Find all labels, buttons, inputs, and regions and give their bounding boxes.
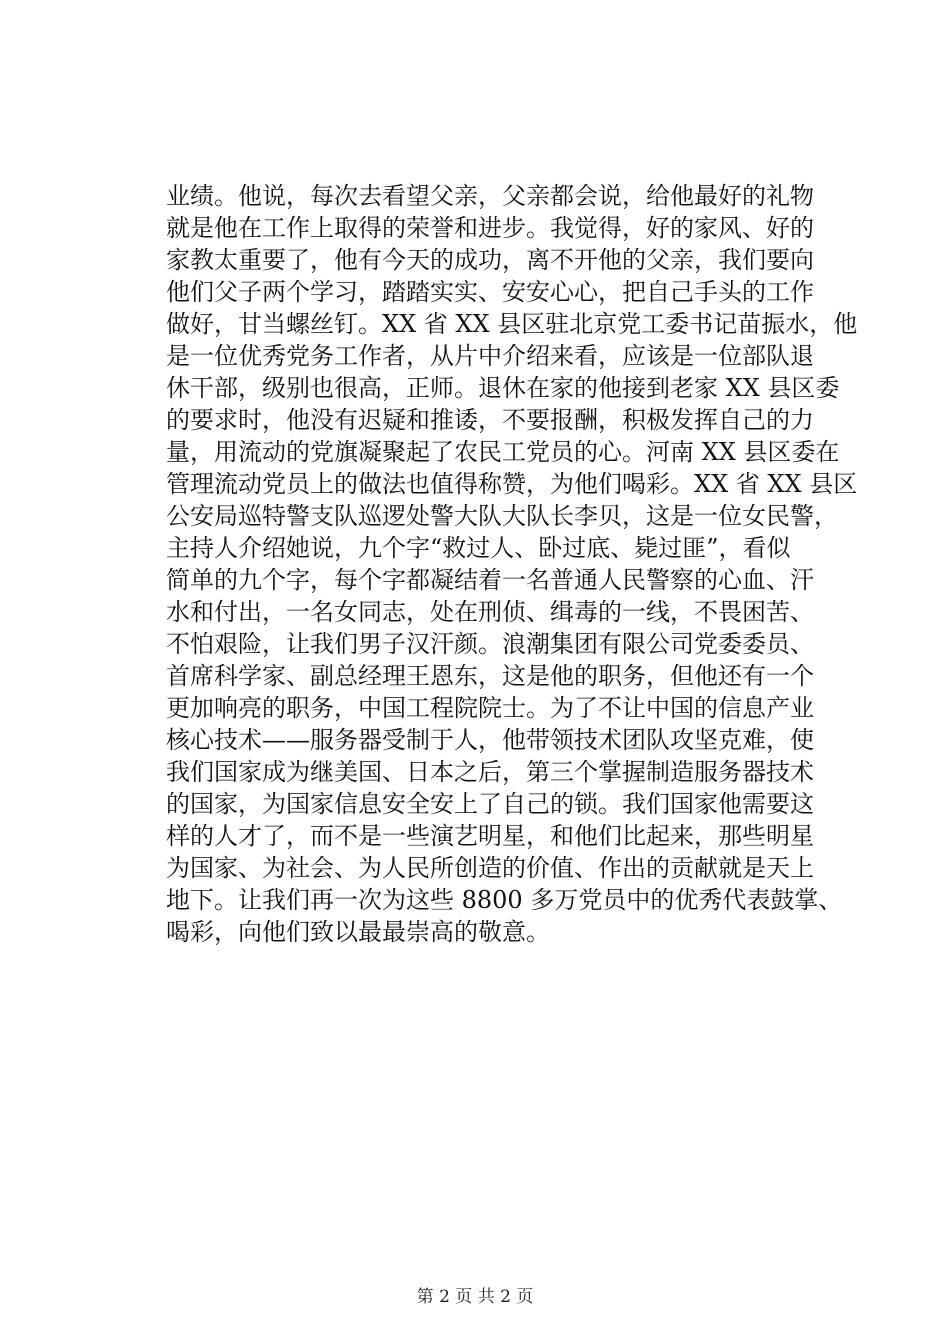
text-line: 样的人才了，而不是一些演艺明星，和他们比起来，那些明星 — [166, 822, 814, 850]
page-number-footer: 第 2 页 共 2 页 — [416, 1287, 534, 1307]
text-line: 他们父子两个学习，踏踏实实、安安心心，把自己手头的工作 — [166, 278, 814, 306]
text-line: 简单的九个字，每个字都凝结着一名普通人民警察的心血、汗 — [166, 566, 814, 594]
text-line: 家教太重要了，他有今天的成功，离不开他的父亲，我们要向 — [166, 246, 814, 274]
text-line: 管理流动党员上的做法也值得称赞，为他们喝彩。XX 省 XX 县区 — [166, 470, 858, 498]
text-line: 休干部，级别也很高，正师。退休在家的他接到老家 XX 县区委 — [166, 374, 840, 402]
text-line: 量，用流动的党旗凝聚起了农民工党员的心。河南 XX 县区委在 — [166, 438, 840, 466]
text-line: 水和付出，一名女同志，处在刑侦、缉毒的一线，不畏困苦、 — [166, 598, 814, 626]
text-line: 地下。让我们再一次为这些 8800 多万党员中的优秀代表鼓掌、 — [166, 886, 843, 914]
text-line: 就是他在工作上取得的荣誉和进步。我觉得，好的家风、好的 — [166, 214, 814, 242]
text-line: 更加响亮的职务，中国工程院院士。为了不让中国的信息产业 — [166, 694, 814, 722]
body-paragraph — [166, 180, 858, 948]
text-line: 的国家，为国家信息安全安上了自己的锁。我们国家他需要这 — [166, 790, 814, 818]
text-line: 主持人介绍她说，九个字“救过人、卧过底、毙过匪”，看似 — [166, 534, 791, 562]
text-line: 业绩。他说，每次去看望父亲，父亲都会说，给他最好的礼物 — [166, 182, 814, 210]
text-line: 喝彩，向他们致以最最崇高的敬意。 — [166, 918, 550, 946]
text-line: 首席科学家、副总经理王恩东，这是他的职务，但他还有一个 — [166, 662, 814, 690]
text-line: 做好，甘当螺丝钉。XX 省 XX 县区驻北京党工委书记苗振水，他 — [166, 310, 858, 338]
text-line: 核心技术——服务器受制于人，他带领技术团队攻坚克难，使 — [166, 726, 814, 754]
text-line: 是一位优秀党务工作者，从片中介绍来看，应该是一位部队退 — [166, 342, 814, 370]
text-line: 的要求时，他没有迟疑和推诿，不要报酬，积极发挥自己的力 — [166, 406, 814, 434]
text-line: 为国家、为社会、为人民所创造的价值、作出的贡献就是天上 — [166, 854, 814, 882]
text-line: 我们国家成为继美国、日本之后，第三个掌握制造服务器技术 — [166, 758, 814, 786]
text-line: 不怕艰险，让我们男子汉汗颜。浪潮集团有限公司党委委员、 — [166, 630, 814, 658]
text-line: 公安局巡特警支队巡逻处警大队大队长李贝，这是一位女民警， — [166, 502, 838, 530]
